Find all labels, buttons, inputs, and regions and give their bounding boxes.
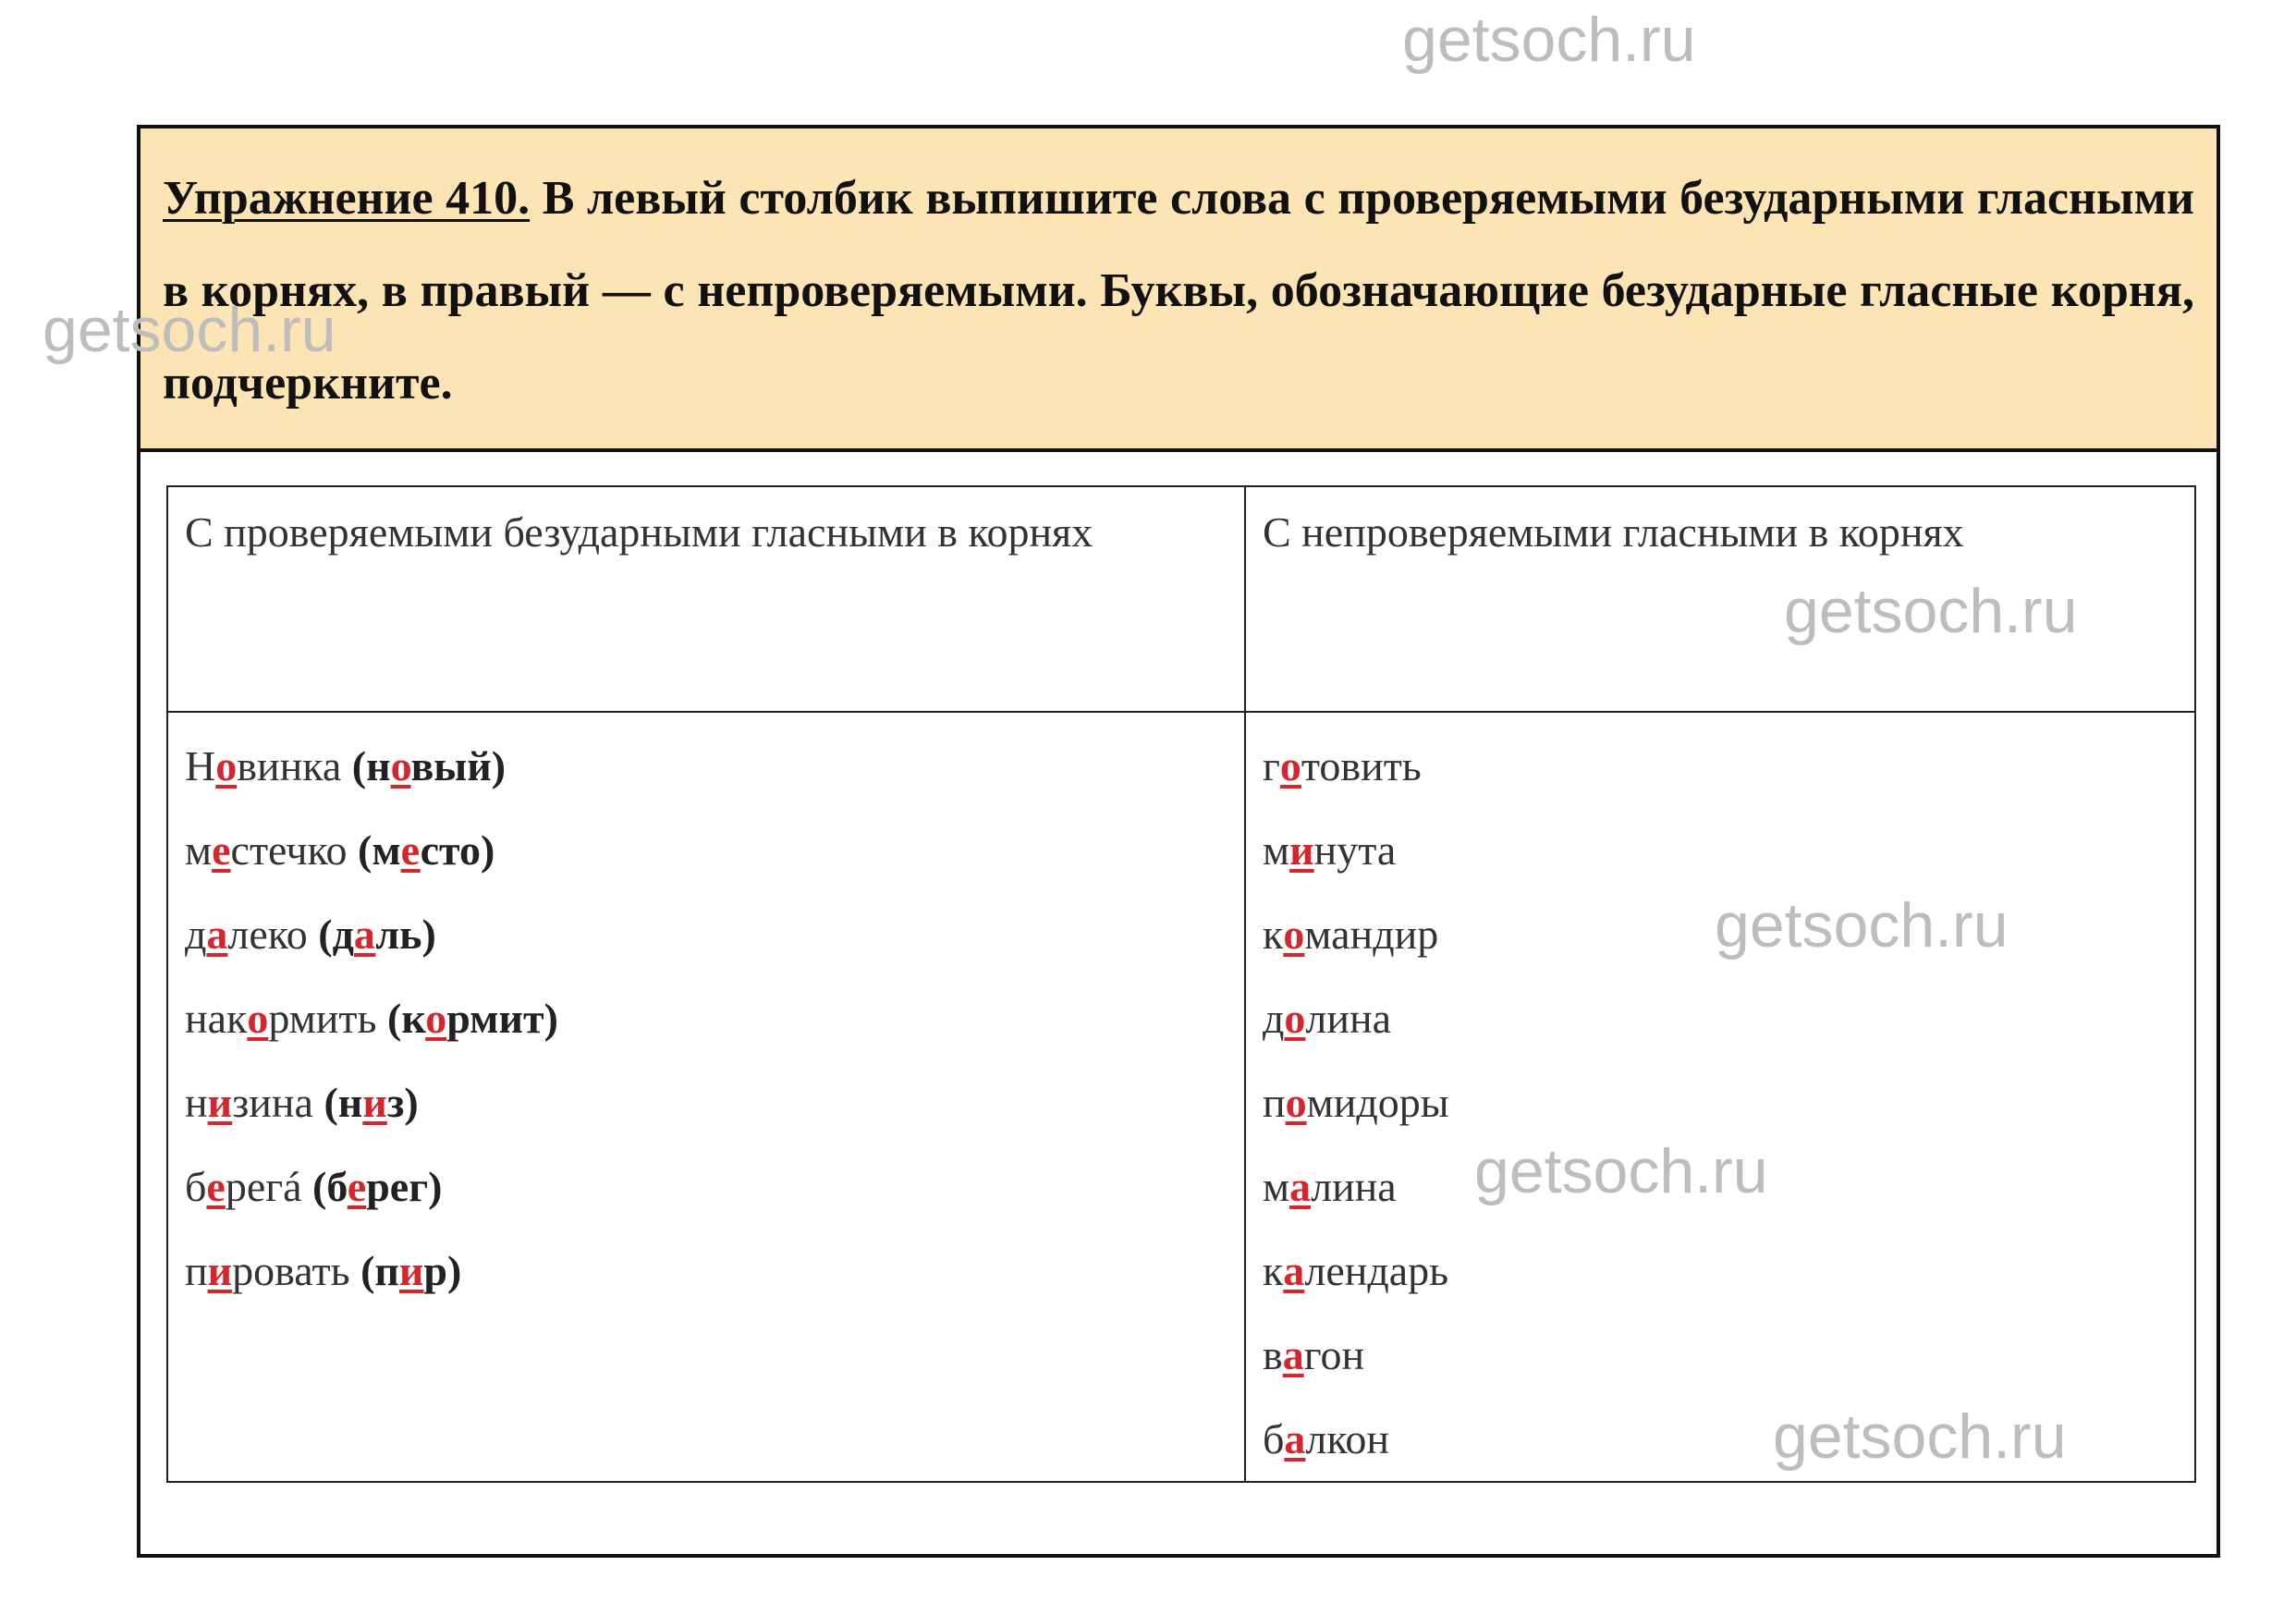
header-checked: С проверяемыми безударными гласными в корнях: [167, 486, 1245, 712]
watermark: getsoch.ru: [1784, 576, 2078, 646]
unstressed-vowel: о: [215, 742, 238, 789]
word-row-checked: [185, 1060, 1227, 1144]
word-part: лкон: [1305, 1415, 1389, 1462]
unstressed-vowel: и: [1289, 826, 1314, 874]
word-part: товить: [1301, 742, 1422, 789]
word-row-unchecked: [1263, 1313, 2178, 1397]
word-part: к: [1263, 911, 1284, 958]
word-row-unchecked: [1263, 1229, 2178, 1313]
word-part: н: [185, 1079, 208, 1126]
unstressed-vowel: а: [1289, 1163, 1312, 1210]
word-part: нута: [1313, 826, 1397, 874]
word-row-unchecked: [1263, 1060, 2178, 1144]
task-statement: [140, 128, 2217, 452]
word-row-checked: [185, 724, 1227, 808]
unstressed-vowel: о: [1285, 1079, 1307, 1126]
check-vowel: а: [353, 911, 376, 958]
check-vowel: и: [398, 1247, 424, 1294]
unstressed-vowel: а: [206, 911, 228, 958]
word-row-checked: [185, 808, 1227, 892]
watermark: getsoch.ru: [1773, 1401, 2067, 1472]
word-row-checked: [185, 892, 1227, 976]
word-part: м: [1263, 826, 1290, 874]
check-part: н: [337, 1079, 363, 1126]
watermark: getsoch.ru: [1402, 5, 1696, 75]
check-word: (место): [357, 826, 495, 874]
word-part: д: [1263, 995, 1285, 1042]
check-word: (новый): [351, 742, 507, 789]
unstressed-vowel: а: [1283, 1247, 1305, 1294]
check-vowel: е: [347, 1163, 367, 1210]
word-row-checked: [185, 1144, 1227, 1229]
table-header-row: [167, 486, 2195, 712]
word-row-unchecked: [1263, 892, 2178, 976]
check-part: р: [423, 1247, 448, 1294]
word-row-checked: [185, 1229, 1227, 1313]
exercise-number: Упражнение 410.: [163, 172, 531, 225]
word-part: в: [1263, 1331, 1283, 1378]
word-part: лина: [1305, 995, 1392, 1042]
word-part: мандир: [1304, 911, 1439, 958]
check-part: рмит: [446, 995, 544, 1042]
word-part: стечко: [230, 826, 348, 874]
unstressed-vowel: о: [1283, 911, 1305, 958]
word-part: д: [185, 911, 207, 958]
check-vowel: и: [362, 1079, 387, 1126]
check-part: д: [332, 911, 354, 958]
check-part: н: [366, 742, 391, 789]
check-part: рег: [366, 1163, 429, 1210]
check-part: вый: [410, 742, 492, 789]
word-part: лендарь: [1304, 1247, 1449, 1294]
word-part: б: [1263, 1415, 1285, 1462]
word-part: гон: [1303, 1331, 1365, 1378]
check-vowel: о: [390, 742, 411, 789]
check-part: ль: [375, 911, 422, 958]
word-part: мидоры: [1306, 1079, 1449, 1126]
word-row-checked: [185, 976, 1227, 1060]
unstressed-vowel: о: [247, 995, 269, 1042]
answer-table: [166, 485, 2196, 1483]
word-row-unchecked: [1263, 1144, 2178, 1229]
check-part: к: [401, 995, 426, 1042]
check-part: з: [386, 1079, 405, 1126]
unstressed-vowel: е: [212, 826, 231, 874]
exercise-frame: [137, 125, 2220, 1558]
unstressed-vowel: а: [1282, 1331, 1304, 1378]
header-unchecked: С непроверяемыми гласными в корнях: [1245, 486, 2195, 712]
word-part: регá: [225, 1163, 302, 1210]
word-part: б: [185, 1163, 207, 1210]
word-part: п: [1263, 1079, 1286, 1126]
word-row-unchecked: [1263, 976, 2178, 1060]
word-part: рмить: [268, 995, 377, 1042]
unstressed-vowel: о: [1284, 995, 1306, 1042]
unstressed-vowel: а: [1284, 1415, 1306, 1462]
unstressed-vowel: и: [207, 1247, 233, 1294]
table-body-row: [167, 712, 2195, 1482]
check-vowel: о: [425, 995, 447, 1042]
word-part: Н: [185, 742, 216, 789]
watermark: getsoch.ru: [1715, 890, 2009, 960]
check-word: (кормит): [387, 995, 558, 1042]
word-part: п: [185, 1247, 208, 1294]
word-part: ровать: [232, 1247, 350, 1294]
column-unchecked: [1245, 712, 2195, 1482]
word-row-unchecked: [1263, 808, 2178, 892]
word-part: лина: [1311, 1163, 1397, 1210]
word-row-unchecked: [1263, 724, 2178, 808]
check-part: п: [374, 1247, 399, 1294]
watermark: getsoch.ru: [43, 295, 336, 365]
check-word: (пир): [360, 1247, 462, 1294]
unstressed-vowel: е: [206, 1163, 226, 1210]
word-part: м: [1263, 1163, 1290, 1210]
word-part: нак: [185, 995, 248, 1042]
unchecked-word-list: [1263, 713, 2178, 1481]
check-word: (берег): [312, 1163, 443, 1210]
word-part: к: [1263, 1247, 1284, 1294]
word-part: г: [1263, 742, 1280, 789]
check-part: б: [326, 1163, 348, 1210]
check-part: м: [372, 826, 401, 874]
watermark: getsoch.ru: [1474, 1136, 1768, 1206]
unstressed-vowel: и: [207, 1079, 233, 1126]
column-checked: [167, 712, 1245, 1482]
checked-word-list: [185, 713, 1227, 1313]
word-row-unchecked: [1263, 1397, 2178, 1481]
word-part: леко: [227, 911, 308, 958]
word-part: зина: [232, 1079, 313, 1126]
check-part: сто: [420, 826, 482, 874]
check-vowel: е: [400, 826, 421, 874]
word-part: винка: [237, 742, 342, 789]
word-part: м: [185, 826, 213, 874]
check-word: (низ): [324, 1079, 419, 1126]
unstressed-vowel: о: [1279, 742, 1301, 789]
check-word: (даль): [318, 911, 436, 958]
task-text: В левый столбик выпишите слова с проверяемыми безударными гласными в корнях, в правый — с непроверяемыми. Буквы, обозначающие безударные гласные корня, подчеркните.: [163, 172, 2194, 410]
